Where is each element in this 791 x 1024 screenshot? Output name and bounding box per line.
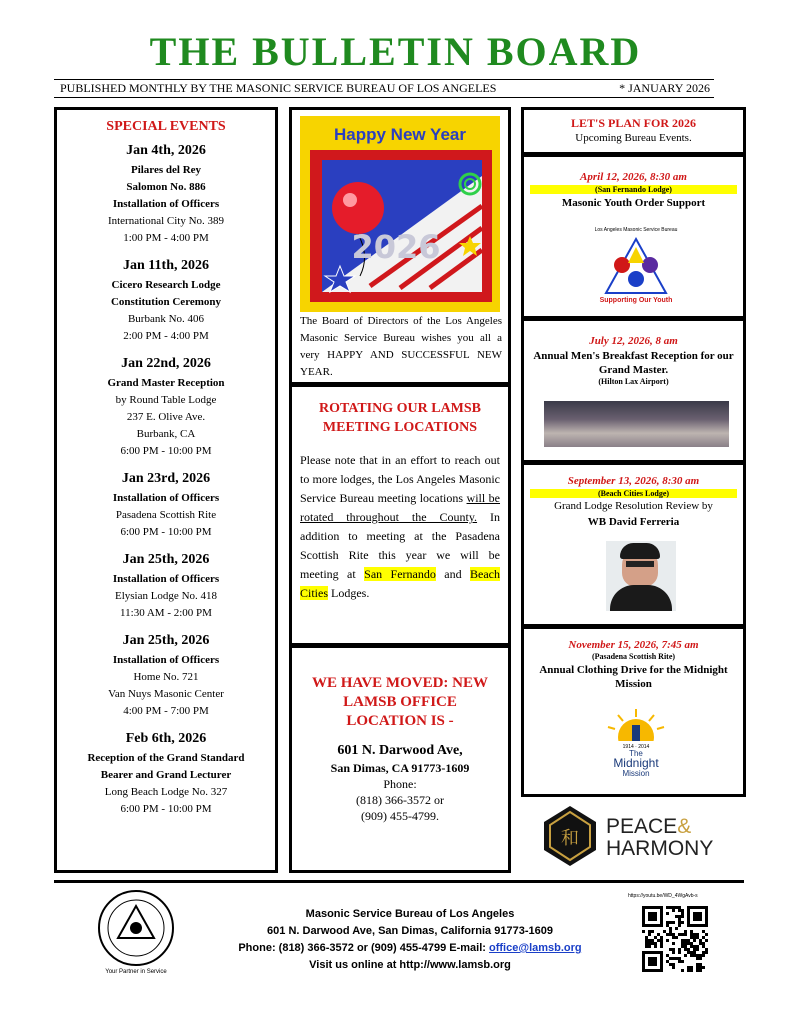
qr-module <box>678 933 681 936</box>
moved-heading: WE HAVE MOVED: NEW LAMSB OFFICE LOCATION IS - <box>312 675 488 729</box>
qr-url: https://youtu.be/WD_4WgAvb-s <box>628 893 698 899</box>
qr-module <box>675 957 678 960</box>
mission-mission: Mission <box>622 769 650 778</box>
event-line: Installation of Officers <box>112 198 220 210</box>
plan-item-venue: (San Fernando Lodge) <box>530 185 737 194</box>
qr-module <box>678 960 681 963</box>
event-line: 2:00 PM - 4:00 PM <box>123 330 209 342</box>
qr-module <box>669 933 672 936</box>
moved-street: 601 N. Darwood Ave, <box>337 743 463 758</box>
speaker-photo <box>606 541 676 611</box>
qr-module <box>696 966 699 969</box>
special-events-heading: SPECIAL EVENTS <box>106 119 226 134</box>
qr-module <box>648 933 651 936</box>
qr-module <box>645 945 648 948</box>
qr-module <box>654 945 657 948</box>
event-date: Jan 11th, 2026 <box>123 258 209 273</box>
event-line: Cicero Research Lodge <box>111 279 221 291</box>
rotating-locations-box <box>289 384 511 646</box>
event-date: Jan 25th, 2026 <box>122 633 210 648</box>
qr-module <box>669 927 672 930</box>
publisher-line <box>54 79 714 98</box>
event-line: 4:00 PM - 7:00 PM <box>123 705 209 717</box>
qr-module <box>687 942 690 945</box>
qr-module <box>690 930 693 933</box>
qr-module <box>690 933 693 936</box>
qr-module <box>672 933 675 936</box>
qr-module <box>699 954 702 957</box>
qr-module <box>648 957 657 966</box>
qr-module <box>702 945 705 948</box>
rotating-heading: ROTATING OUR LAMSB MEETING LOCATIONS <box>318 401 482 435</box>
qr-module <box>666 933 669 936</box>
qr-module <box>678 924 681 927</box>
plan-item-november <box>521 626 746 797</box>
happy-new-year-text: Happy New Year <box>334 125 466 144</box>
qr-module <box>699 966 702 969</box>
qr-module <box>696 933 699 936</box>
moved-city: San Dimas, CA 91773-1609 <box>330 761 470 775</box>
year-text: 2026 <box>351 228 441 266</box>
qr-module <box>690 945 693 948</box>
plan-item-date: November 15, 2026, 7:45 am <box>568 639 699 651</box>
event-date: Jan 22nd, 2026 <box>121 356 211 371</box>
event-line: Long Beach Lodge No. 327 <box>104 786 228 798</box>
qr-module <box>702 954 705 957</box>
qr-module <box>666 954 669 957</box>
lamsb-seal <box>96 888 176 978</box>
plan-item-speaker: WB David Ferreria <box>587 516 680 528</box>
event-line: 6:00 PM - 10:00 PM <box>120 803 212 815</box>
new-year-image <box>300 116 500 312</box>
plan-subheading: Upcoming Bureau Events. <box>575 132 692 144</box>
new-year-graphic <box>300 116 500 312</box>
qr-module <box>696 963 699 966</box>
mission-years: 1914 · 2014 <box>622 744 650 750</box>
qr-module <box>705 939 708 942</box>
plan-item-title: Annual Clothing Drive for the Midnight Mission <box>539 664 728 690</box>
peace-harmony-logo <box>540 804 740 870</box>
qr-module <box>696 969 699 972</box>
event-line: Constitution Ceremony <box>110 296 222 308</box>
qr-module <box>660 936 663 939</box>
qr-module <box>666 939 669 942</box>
events-list <box>57 141 275 818</box>
qr-module <box>702 966 705 969</box>
qr-module <box>690 936 693 939</box>
qr-module <box>699 963 702 966</box>
qr-module <box>669 957 672 960</box>
qr-module <box>678 948 681 951</box>
qr-module <box>666 924 669 927</box>
qr-module <box>672 909 675 912</box>
highlight-beach-cities: Beach Cities <box>300 567 500 600</box>
qr-module <box>684 954 687 957</box>
event-line: 1:00 PM - 4:00 PM <box>123 232 209 244</box>
qr-module <box>684 948 687 951</box>
qr-module <box>693 912 702 921</box>
event-line: 237 E. Olive Ave. <box>126 411 206 423</box>
qr-module <box>681 942 684 945</box>
qr-module <box>690 966 693 969</box>
qr-module <box>678 915 681 918</box>
qr-module <box>687 948 690 951</box>
footer-web: Visit us online at http://www.lamsb.org <box>309 959 511 971</box>
footer-email-link[interactable]: office@lamsb.org <box>489 942 582 954</box>
qr-module <box>648 912 657 921</box>
qr-module <box>672 951 675 954</box>
footer-address: 601 N. Darwood Ave, San Dimas, California 91773-1609 <box>267 925 553 937</box>
peace-amp: & <box>677 815 692 838</box>
qr-module <box>669 963 672 966</box>
qr-module <box>696 948 699 951</box>
peace-word: PEACE <box>606 815 678 838</box>
midnight-mission-logo <box>604 707 668 777</box>
qr-module <box>678 957 681 960</box>
footer-phone: Phone: (818) 366-3572 or (909) 455-4799 E-mail: <box>238 942 490 954</box>
event-line: Grand Master Reception <box>107 377 225 389</box>
qr-module <box>651 942 654 945</box>
qr-module <box>684 942 687 945</box>
event-line: Installation of Officers <box>112 573 220 585</box>
qr-module <box>699 957 702 960</box>
plan-item-april <box>521 154 746 319</box>
qr-module <box>681 921 684 924</box>
plan-item-july <box>521 318 746 463</box>
qr-module <box>648 945 651 948</box>
event-line: 11:30 AM - 2:00 PM <box>120 607 212 619</box>
qr-code-graphic <box>642 906 708 972</box>
event-line: Pilares del Rey <box>130 164 202 176</box>
footer-phone-line <box>180 940 640 957</box>
qr-module <box>681 933 684 936</box>
qr-module <box>660 945 663 948</box>
qr-module <box>660 939 663 942</box>
rotating-text-2: In addition to meeting at the Pasadena Scottish Rite this year we will be meeting at <box>300 510 500 581</box>
event-line: Pasadena Scottish Rite <box>115 509 217 521</box>
newsletter-title: THE BULLETIN BOARD <box>149 29 642 74</box>
qr-module <box>705 948 708 951</box>
qr-module <box>702 930 705 933</box>
qr-module <box>675 915 678 918</box>
qr-module <box>684 930 687 933</box>
event-item <box>57 550 275 622</box>
qr-module <box>678 909 681 912</box>
plan-item-venue: (Beach Cities Lodge) <box>530 489 737 498</box>
qr-module <box>699 939 702 942</box>
qr-module <box>672 948 675 951</box>
event-line: International City No. 389 <box>107 215 225 227</box>
qr-module <box>693 948 696 951</box>
qr-module <box>672 963 675 966</box>
qr-module <box>672 966 675 969</box>
qr-module <box>666 921 669 924</box>
qr-module <box>681 915 684 918</box>
qr-module <box>645 939 648 942</box>
event-line: Elysian Lodge No. 418 <box>114 590 218 602</box>
event-line: Installation of Officers <box>112 654 220 666</box>
event-item <box>57 631 275 720</box>
qr-module <box>678 918 681 921</box>
qr-module <box>687 951 690 954</box>
qr-module <box>675 927 678 930</box>
moved-phone-label: Phone: <box>383 777 417 791</box>
rotating-body <box>300 451 500 603</box>
qr-module <box>663 930 666 933</box>
qr-module <box>669 921 672 924</box>
qr-module <box>669 906 672 909</box>
event-item <box>57 256 275 345</box>
qr-module <box>660 942 663 945</box>
qr-module <box>672 957 675 960</box>
qr-module <box>705 933 708 936</box>
peace-text <box>606 816 691 838</box>
event-line: Burbank, CA <box>136 428 196 440</box>
qr-module <box>666 912 669 915</box>
qr-module <box>645 942 648 945</box>
qr-module <box>699 942 702 945</box>
qr-module <box>684 945 687 948</box>
event-line: Burbank No. 406 <box>127 313 205 325</box>
plan-item-date: July 12, 2026, 8 am <box>589 335 678 347</box>
qr-module <box>690 951 693 954</box>
event-item <box>57 469 275 541</box>
qr-module <box>651 930 654 933</box>
qr-module <box>705 951 708 954</box>
mission-the: The <box>629 749 643 758</box>
event-line: Installation of Officers <box>112 492 220 504</box>
qr-module <box>642 930 645 933</box>
plan-header-box <box>521 107 746 155</box>
new-year-box <box>289 107 511 385</box>
peace-harmony-emblem <box>540 804 600 868</box>
qr-module <box>648 939 651 942</box>
event-item <box>57 729 275 818</box>
qr-module <box>666 960 669 963</box>
qr-module <box>702 936 705 939</box>
qr-module <box>678 921 681 924</box>
footer-divider <box>54 880 744 883</box>
plan-item-venue: (Pasadena Scottish Rite) <box>591 652 676 661</box>
qr-module <box>696 957 699 960</box>
qr-module <box>684 939 687 942</box>
youth-logo <box>594 227 678 307</box>
qr-module <box>681 912 684 915</box>
qr-module <box>672 921 675 924</box>
qr-module <box>678 951 681 954</box>
harmony-word: HARMONY <box>606 837 714 860</box>
qr-module <box>696 954 699 957</box>
seal-tagline: Your Partner in Service <box>105 969 167 975</box>
we-have-moved-box <box>289 645 511 873</box>
qr-module <box>681 939 684 942</box>
qr-module <box>702 942 705 945</box>
qr-module <box>681 909 684 912</box>
qr-module <box>672 942 675 945</box>
qr-module <box>684 933 687 936</box>
mission-midnight: Midnight <box>613 756 659 770</box>
qr-module <box>645 936 648 939</box>
plan-heading: LET'S PLAN FOR 2026 <box>570 116 696 130</box>
plan-item-venue-wrap <box>530 185 737 194</box>
event-line: 6:00 PM - 10:00 PM <box>120 526 212 538</box>
event-item <box>57 354 275 460</box>
plan-item-title: Masonic Youth Order Support <box>561 197 706 209</box>
footer-org: Masonic Service Bureau of Los Angeles <box>305 908 515 920</box>
event-date: Jan 23rd, 2026 <box>121 471 211 486</box>
qr-module <box>681 960 684 963</box>
qr-module <box>702 951 705 954</box>
qr-module <box>675 936 678 939</box>
qr-module <box>687 969 690 972</box>
qr-module <box>678 906 681 909</box>
qr-module <box>651 939 654 942</box>
footer-contact <box>180 906 640 974</box>
qr-module <box>699 969 702 972</box>
rotating-and: and <box>444 567 462 581</box>
event-line: Salomon No. 886 <box>126 181 206 193</box>
qr-module <box>648 942 651 945</box>
qr-module <box>693 954 696 957</box>
qr-module <box>654 942 657 945</box>
qr-module <box>693 936 696 939</box>
qr-module <box>666 906 669 909</box>
event-line: 6:00 PM - 10:00 PM <box>120 445 212 457</box>
youth-logo-bottom: Supporting Our Youth <box>599 297 673 304</box>
qr-module <box>693 951 696 954</box>
event-item <box>57 141 275 247</box>
qr-module <box>657 933 660 936</box>
event-line: Bearer and Grand Lecturer <box>100 769 232 781</box>
moved-phone-2: (909) 455-4799. <box>361 809 439 823</box>
plan-item-date: April 12, 2026, 8:30 am <box>580 171 687 183</box>
plan-item-title: Annual Men's Breakfast Reception for our Grand Master. <box>533 350 734 376</box>
qr-module <box>669 948 672 951</box>
qr-module <box>696 936 699 939</box>
qr-module <box>693 945 696 948</box>
moved-phone-1: (818) 366-3572 or <box>356 793 444 807</box>
qr-module <box>687 966 690 969</box>
event-date: Jan 25th, 2026 <box>122 552 210 567</box>
plan-item-date: September 13, 2026, 8:30 am <box>567 475 700 487</box>
plan-item-venue-wrap <box>530 489 737 498</box>
rotating-underlined: will be rotated throughout the County. <box>300 491 501 524</box>
qr-module <box>681 969 684 972</box>
qr-module <box>672 936 675 939</box>
qr-module <box>669 930 672 933</box>
qr-module <box>681 945 684 948</box>
qr-module <box>693 933 696 936</box>
qr-module <box>690 969 693 972</box>
qr-module <box>672 906 675 909</box>
issue-date: * JANUARY 2026 <box>619 81 710 95</box>
rotating-end: Lodges. <box>331 586 370 600</box>
event-line: Van Nuys Masonic Center <box>108 688 224 700</box>
event-date: Feb 6th, 2026 <box>125 731 207 746</box>
new-year-message: The Board of Directors of the Los Angeles Masonic Service Bureau wishes you all a very HAPPY AND SUCCESSFUL NEW YEAR. <box>300 315 502 378</box>
qr-code[interactable] <box>642 906 708 972</box>
qr-module <box>687 939 690 942</box>
qr-module <box>693 939 696 942</box>
qr-module <box>696 945 699 948</box>
qr-module <box>648 930 651 933</box>
event-line: by Round Table Lodge <box>115 394 217 406</box>
qr-module <box>654 936 657 939</box>
qr-module <box>690 942 693 945</box>
qr-module <box>690 954 693 957</box>
special-events-box <box>54 107 278 873</box>
plan-item-title: Grand Lodge Resolution Review by <box>554 500 713 512</box>
event-line: Home No. 721 <box>133 671 199 683</box>
plan-item-september <box>521 462 746 627</box>
qr-module <box>657 939 660 942</box>
peace-glyph: 和 <box>561 828 579 849</box>
publisher-text: PUBLISHED MONTHLY BY THE MASONIC SERVICE BUREAU OF LOS ANGELES <box>60 81 497 95</box>
breakfast-photo <box>544 401 729 447</box>
highlight-san-fernando: San Fernando <box>364 567 436 581</box>
plan-item-venue: (Hilton Lax Airport) <box>598 377 669 386</box>
rotating-text-1: Please note that in an effort to reach out to more lodges, the Los Angeles Masonic Service Bureau meeting locations <box>300 453 500 505</box>
qr-module <box>675 906 678 909</box>
event-line: Reception of the Grand Standard <box>87 752 245 764</box>
event-date: Jan 4th, 2026 <box>126 143 206 158</box>
youth-logo-top: Los Angeles Masonic Service Bureau <box>594 227 678 233</box>
